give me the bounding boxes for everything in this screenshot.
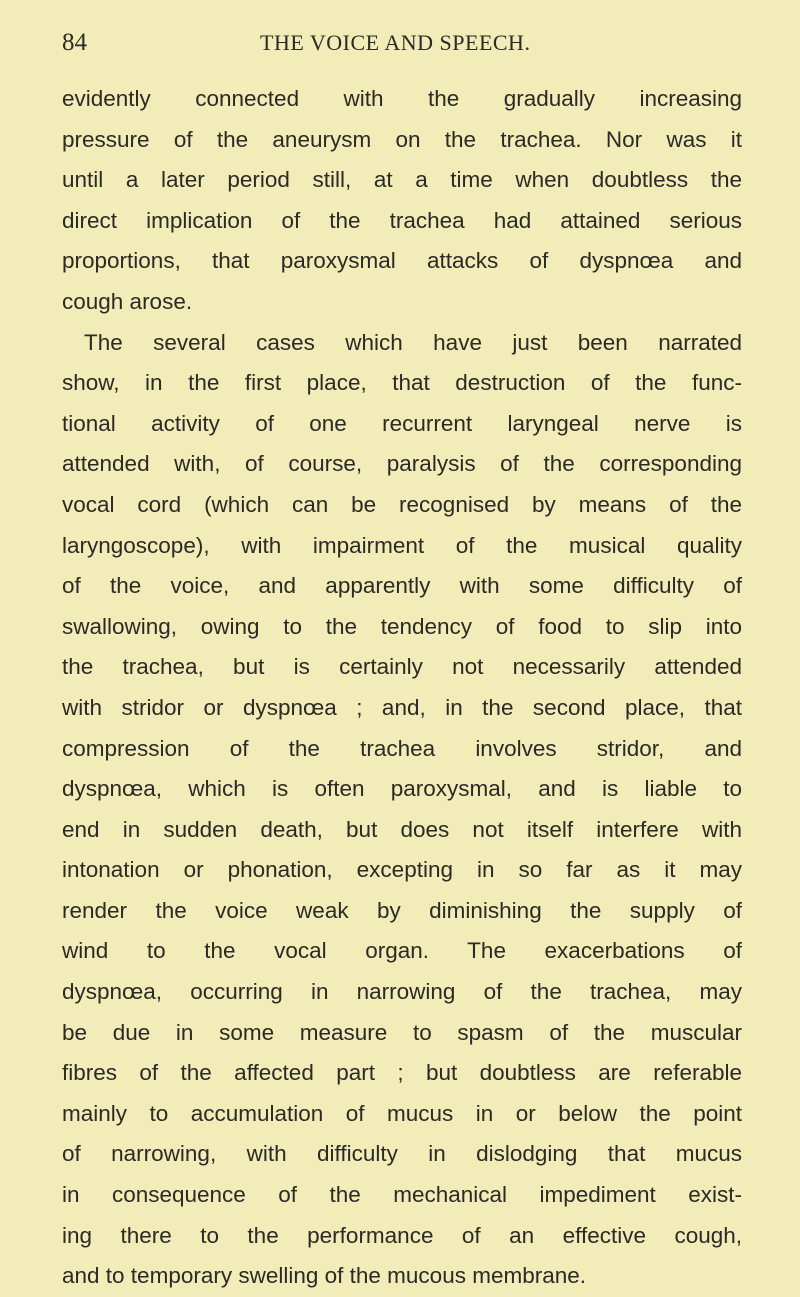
text-line: ing there to the performance of an effective cough,: [62, 1222, 742, 1248]
text-line: with stridor or dyspnœa ; and, in the second place, that: [62, 694, 742, 720]
text-line: vocal cord (which can be recognised by means of the: [62, 491, 742, 517]
text-line: mainly to accumulation of mucus in or below the point: [62, 1100, 742, 1126]
text-line: cough arose.: [62, 288, 193, 314]
text-line: fibres of the affected part ; but doubtless are referable: [62, 1060, 742, 1086]
text-line: laryngoscope), with impairment of the musical quality: [62, 532, 742, 558]
text-line: in consequence of the mechanical impediment exist-: [62, 1182, 742, 1208]
text-line: of narrowing, with difficulty in dislodging that mucus: [62, 1141, 742, 1167]
text-line: be due in some measure to spasm of the muscular: [62, 1019, 742, 1045]
text-line: show, in the first place, that destruction of the func-: [62, 370, 742, 396]
text-line: attended with, of course, paralysis of the corresponding: [62, 451, 742, 477]
text-line: of the voice, and apparently with some difficulty of: [62, 573, 742, 599]
text-line: proportions, that paroxysmal attacks of dyspnœa and: [62, 248, 742, 274]
running-head: THE VOICE AND SPEECH.: [260, 30, 531, 55]
page-header: [62, 28, 742, 62]
text-line: swallowing, owing to the tendency of food to slip into: [62, 613, 742, 639]
text-line: dyspnœa, which is often paroxysmal, and is liable to: [62, 776, 742, 802]
text-line: render the voice weak by diminishing the supply of: [62, 897, 742, 923]
text-line: compression of the trachea involves stridor, and: [62, 735, 742, 761]
text-line: and to temporary swelling of the mucous membrane.: [62, 1263, 587, 1289]
text-line: until a later period still, at a time when doubtless the: [62, 167, 742, 193]
text-line: dyspnœa, occurring in narrowing of the trachea, may: [62, 979, 742, 1005]
text-line: evidently connected with the gradually increasing: [62, 86, 742, 111]
text-line: tional activity of one recurrent laryngeal nerve is: [62, 410, 742, 436]
text-line: pressure of the aneurysm on the trachea. Nor was it: [62, 126, 742, 152]
page-number: 84: [62, 29, 87, 56]
text-line: end in sudden death, but does not itself interfere with: [62, 816, 742, 842]
text-line: intonation or phonation, excepting in so far as it may: [62, 857, 742, 883]
text-line: wind to the vocal organ. The exacerbations of: [62, 938, 742, 964]
body-text: [62, 79, 742, 1297]
text-line: The several cases which have just been narrated: [84, 329, 742, 355]
text-line: the trachea, but is certainly not necessarily attended: [62, 654, 742, 680]
text-line: direct implication of the trachea had attained serious: [62, 207, 742, 233]
